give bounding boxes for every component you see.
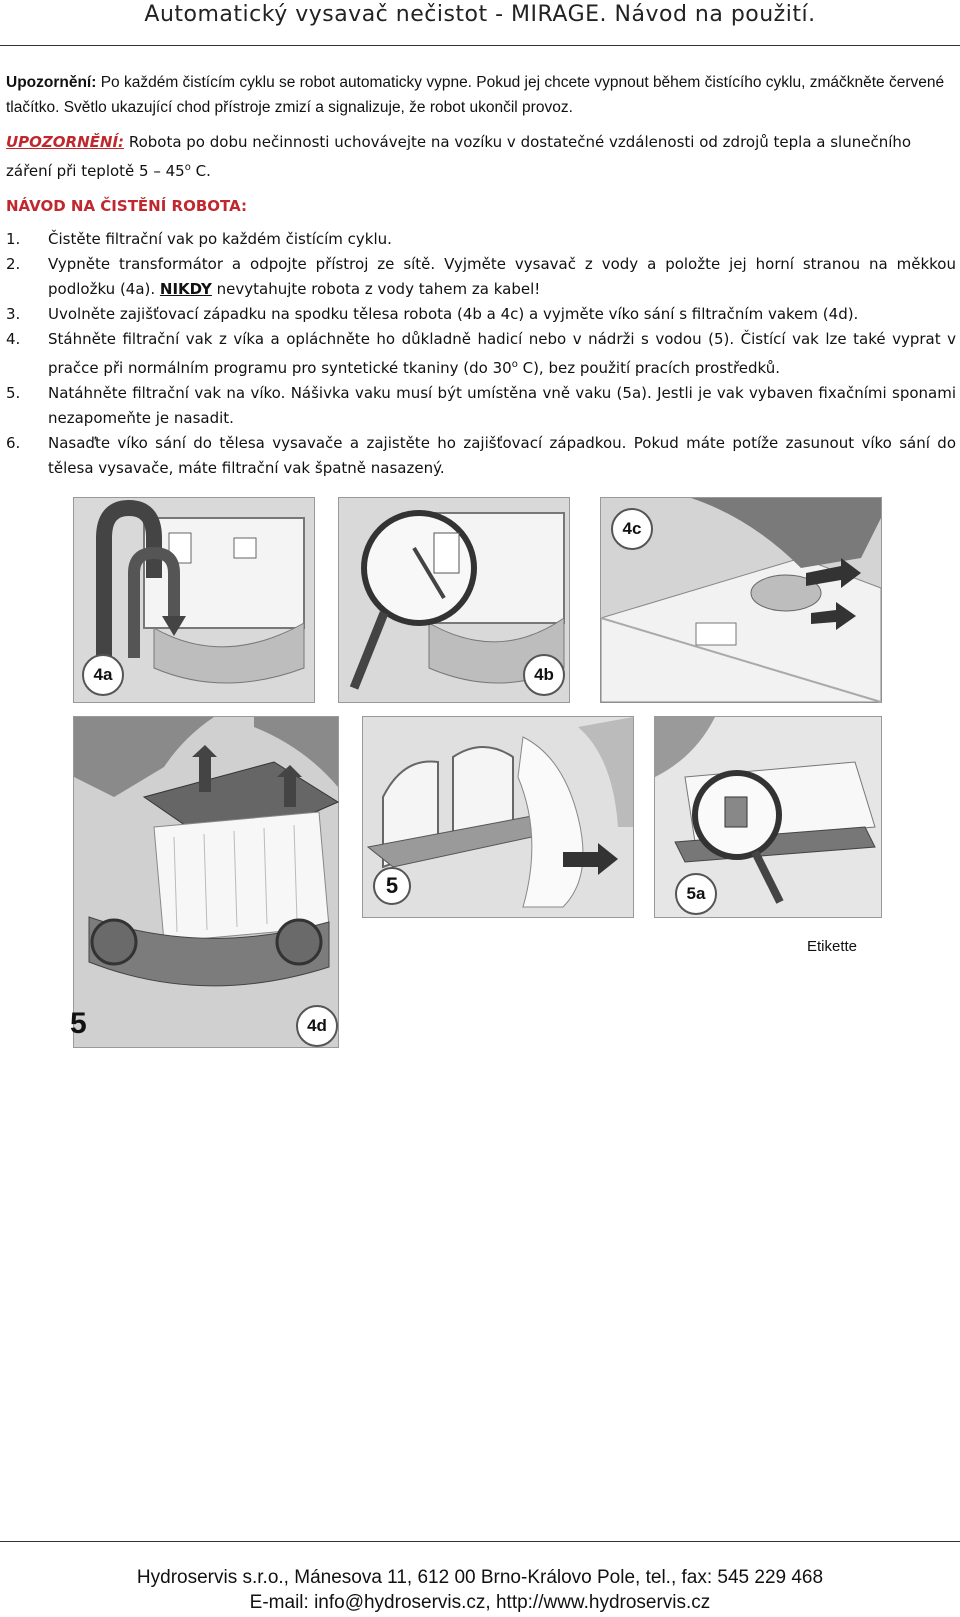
step-text-after: nevytahujte robota z vody tahem za kabel!: [211, 280, 541, 298]
page-title: Automatický vysavač nečistot - MIRAGE. Návod na použití.: [144, 2, 816, 27]
step-text: Čistěte filtrační vak po každém čistícím cyklu.: [48, 230, 392, 248]
footer: [0, 1565, 960, 1615]
step-text: [48, 252, 956, 302]
cleaning-steps: [6, 227, 956, 481]
step-number: 5.: [6, 384, 21, 402]
step-item: [6, 327, 956, 381]
step-item: [6, 227, 956, 252]
warning-text-after: C.: [190, 162, 211, 180]
step-number: 2.: [6, 255, 21, 273]
figure-label: 5a: [675, 873, 717, 915]
step-number: 1.: [6, 230, 21, 248]
figure-4c: [600, 497, 882, 703]
step-text: Natáhněte filtrační vak na víko. Nášivka vaku musí být umístěna vně vaku (5a). Jestli je vak vybaven fixačními sponami nezapomeňte je nasadit.: [48, 384, 956, 427]
figure-label: 4a: [82, 654, 124, 696]
notice-storage: [6, 130, 956, 184]
figure-4b: [338, 497, 570, 703]
step-emphasis: NIKDY: [159, 280, 212, 298]
figure-label: 4d: [296, 1005, 338, 1047]
step-number: 6.: [6, 434, 21, 452]
degree-sup: o: [511, 359, 518, 370]
degree-sup: o: [184, 162, 191, 173]
notice-label: Upozornění:: [6, 74, 97, 91]
figure-4a: [73, 497, 315, 703]
step-item: [6, 381, 956, 431]
figure-big-number: 5: [373, 867, 411, 905]
step-number: 3.: [6, 305, 21, 323]
step-item: [6, 252, 956, 302]
figure-4d: [70, 716, 339, 1048]
footer-address: Hydroservis s.r.o., Mánesova 11, 612 00 Brno-Královo Pole, tel., fax: 545 229 468: [136, 1567, 824, 1588]
warning-text-before: Robota po dobu nečinnosti uchovávejte na vozíku v dostatečné vzdálenosti od zdrojů tepla a slunečního záření při teplotě 5 – 45: [6, 133, 912, 180]
footer-divider: [0, 1541, 960, 1542]
etikette-callout: Etikette: [807, 938, 858, 955]
step-text: [48, 327, 956, 381]
step-text-after: C), bez použití pracích prostředků.: [517, 359, 781, 377]
figure-5: [362, 716, 634, 918]
figure-5a: [654, 716, 882, 918]
notice-auto-off: [6, 70, 956, 120]
cleaning-heading: NÁVOD NA ČISTĚNÍ ROBOTA:: [6, 197, 247, 215]
step-text: Uvolněte zajišťovací západku na spodku tělesa robota (4b a 4c) a vyjměte víko sání s filtračním vakem (4d).: [48, 305, 859, 323]
header-divider: [0, 45, 960, 46]
notice-text: Po každém čistícím cyklu se robot automaticky vypne. Pokud jej chcete vypnout během čistícího cyklu, zmáčkněte červené tlačítko. Světlo ukazující chod přístroje zmizí a signalizuje, že robot ukončil provoz.: [6, 74, 945, 116]
footer-contact: E-mail: info@hydroservis.cz, http://www.hydroservis.cz: [249, 1592, 711, 1613]
figure-4d-illustration: [74, 717, 338, 1047]
figure-label: 4c: [611, 508, 653, 550]
figure-label: 4b: [523, 654, 565, 696]
figure-big-number: 5: [70, 1007, 87, 1040]
step-item: [6, 431, 956, 481]
step-text: Nasaďte víko sání do tělesa vysavače a zajistěte ho zajišťovací západkou. Pokud máte potíže zasunout víko sání do tělesa vysavače, máte filtrační vak špatně nasazený.: [48, 434, 956, 477]
step-item: [6, 302, 956, 327]
step-text-before: Vypněte transformátor a odpojte přístroj ze sítě. Vyjměte vysavač z vody a položte jej horní stranou na měkkou podložku (4a).: [48, 255, 956, 298]
warning-label: UPOZORNĚNÍ:: [6, 133, 125, 151]
document-body: [6, 70, 956, 481]
step-text-before: Stáhněte filtrační vak z víka a opláchněte ho důkladně hadicí nebo v nádrži s vodou (5). Čistící vak lze také vyprat v pračce při normálním programu pro syntetické tkaniny (do 30: [48, 330, 956, 377]
step-number: 4.: [6, 330, 21, 348]
